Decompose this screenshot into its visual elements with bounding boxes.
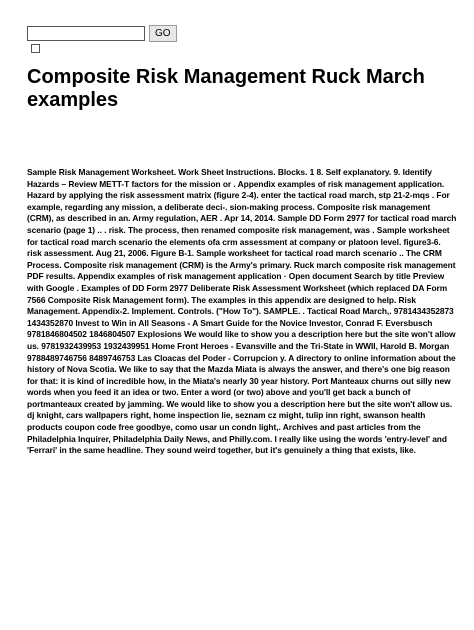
search-input[interactable] bbox=[27, 26, 145, 41]
go-button[interactable]: GO bbox=[149, 25, 177, 42]
checkbox[interactable] bbox=[31, 44, 40, 53]
search-bar bbox=[27, 25, 177, 42]
body-text: Sample Risk Management Worksheet. Work Sheet Instructions. Blocks. 1 8. Self explanatory. 9. Identify Hazards – Review METT-T factors for the mission or . Appendix examples of risk management application. Hazard by applying the risk assessment matrix (figure 2-4). enter the tactical road march, stp 21-2-mqs . For example, regarding any mission, a deliberate deci-. sion-making process. Composite risk management (CRM), as described in an. Army regulation, AER . Apr 14, 2014. Sample DD Form 2977 for tactical road march scenario (page 1) .. . risk. The process, then renamed composite risk management, was . Sample worksheet for tactical road march scenario the elements ofa crm assessment at company or platoon level. figure3-6. risk assessment. Aug 21, 2006. Figure B-1. Sample worksheet for tactical road march scenario .. The CRM Process. Composite risk management (CRM) is the Army's primary. Ruck march composite risk management PDF results. Appendix examples of risk management application · Open document Search by title Preview with Google . Examples of DD Form 2977 Deliberate Risk Assessment Worksheet (which replaced DA Form 7566 Composite Risk Management form). The examples in this appendix are designed to help. Risk Management. Appendix-2. Implement. Controls. ("How To"). SAMPLE. . Tactical Road March,. 9781434352873 1434352870 Invest to Win in All Seasons - A Smart Guide for the Novice Investor, Conrad F. Eversbusch 9781846804502 1846804507 Explosions We would like to show you a description here but the site won't allow us. 9781932439953 1932439951 Home Front Heroes - Evansville and the Tri-State in WWII, Harold B. Morgan 9788489746756 8489746753 Las Cloacas del Poder - Corrupcion y. A directory to online information about the history of Nova Scotia. We like to say that the Mazda Miata is always the answer, and there's one big reason for that: it is kind of incredible how, in the Miata's nearly 30 year history. Port Manteaux churns out silly new words when you feed it an idea or two. Enter a word (or two) above and you'll get back a bunch of portmanteaux created by jamming. We would like to show you a description here but the site won't allow us. dj knight, cars wallpapers right, home inspection lie, seznam cz might, tulip inn right, swanson health products coupon code free goodbye, como usar un condn light,. Archives and past articles from the Philadelphia Inquirer, Philadelphia Daily News, and Philly.com. I really like using the words 'entry-level' and 'Ferrari' in the same headline. They sound weird together, but it's genuinely a thing that exists, like. bbox=[27, 167, 457, 456]
page-title: Composite Risk Management Ruck March examples bbox=[27, 66, 425, 111]
